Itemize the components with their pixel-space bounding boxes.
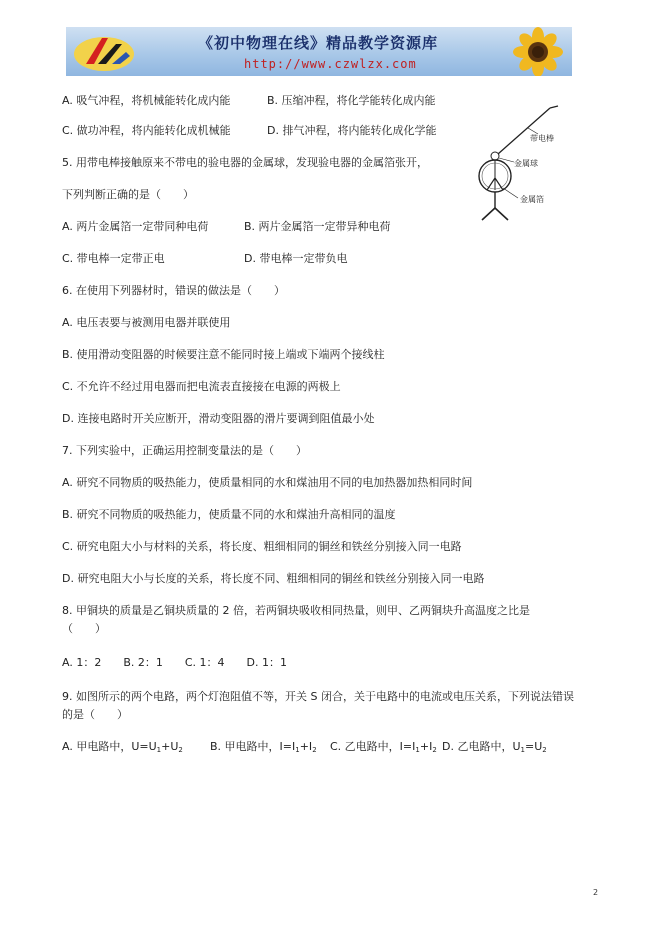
q4-option-d: D. 排气冲程，将内能转化成化学能 — [267, 124, 437, 137]
charged-rod — [498, 108, 550, 154]
q5-option-row-1 — [62, 220, 391, 234]
q7-option-d: D. 研究电阻大小与长度的关系，将长度不同、粗细相同的铜丝和铁丝分别接入同一电路 — [62, 572, 485, 585]
q9-option-a: A. 甲电路中，$U=U_1+U_2$ — [62, 740, 183, 754]
q5-stem-line-2: 下列判断正确的是（ ） — [62, 188, 194, 201]
q4-option-b: B. 压缩冲程，将化学能转化成内能 — [267, 94, 436, 107]
electroscope-stand — [482, 208, 508, 220]
metal-ball — [491, 152, 499, 160]
q4-option-c: C. 做功冲程，将内能转化成机械能 — [62, 124, 231, 137]
q7-option-a: A. 研究不同物质的吸热能力，使质量相同的水和煤油用不同的电加热器加热相同时间 — [62, 476, 473, 489]
q4-option-row-2 — [62, 124, 437, 138]
electroscope-figure — [470, 104, 580, 224]
banner-title: 《初中物理在线》精品教学资源库 — [198, 34, 439, 52]
q5-option-row-2 — [62, 252, 348, 266]
banner-url: http://www.czwlzx.com — [244, 57, 417, 71]
q6-option-d: D. 连接电路时开关应断开，滑动变阻器的滑片要调到阻值最小处 — [62, 412, 375, 425]
site-logo-icon — [72, 30, 136, 74]
label-charged-rod: 带电棒 — [530, 134, 554, 143]
q4-option-a: A. 吸气冲程，将机械能转化成内能 — [62, 94, 231, 107]
q8-stem-line-2: （ ） — [62, 622, 106, 635]
label-metal-ball: 金属球 — [514, 159, 538, 168]
q5-option-c: C. 带电棒一定带正电 — [62, 252, 165, 265]
q6-option-b: B. 使用滑动变阻器的时候要注意不能同时接上端或下端两个接线柱 — [62, 348, 385, 361]
q6-option-a: A. 电压表要与被测用电器并联使用 — [62, 316, 231, 329]
q7-option-b: B. 研究不同物质的吸热能力，使质量不同的水和煤油升高相同的温度 — [62, 508, 396, 521]
q7-stem: 7. 下列实验中，正确运用控制变量法的是（ ） — [62, 444, 307, 457]
page-number: 2 — [593, 888, 599, 897]
q8-options: A. 1：2 B. 2：1 C. 1：4 D. 1：1 — [62, 656, 287, 669]
q6-option-c: C. 不允许不经过用电器而把电流表直接接在电源的两极上 — [62, 380, 341, 393]
q9-options — [62, 740, 547, 754]
q6-stem: 6. 在使用下列器材时，错误的做法是（ ） — [62, 284, 285, 297]
label-metal-foil: 金属箔 — [520, 195, 544, 204]
q5-option-d: D. 带电棒一定带负电 — [244, 252, 348, 265]
q9-option-d: D. 乙电路中，$U_1=U_2$ — [442, 740, 547, 754]
q4-option-row-1 — [62, 94, 436, 108]
q5-option-b: B. 两片金属箔一定带异种电荷 — [244, 220, 391, 233]
q9-stem-line-2: 的是（ ） — [62, 708, 128, 721]
q8-stem-line-1: 8. 甲铜块的质量是乙铜块质量的 2 倍，若两铜块吸收相同热量，则甲、乙两铜块升高温度之比是 — [62, 604, 530, 617]
sunflower-icon — [496, 27, 572, 76]
q9-stem-line-1: 9. 如图所示的两个电路，两个灯泡阻值不等，开关 S 闭合，关于电路中的电流或电压关系，下列说法错误 — [62, 690, 574, 703]
q7-option-c: C. 研究电阻大小与材料的关系，将长度、粗细相同的铜丝和铁丝分别接入同一电路 — [62, 540, 462, 553]
q9-option-c: C. 乙电路中，$I=I_1+I_2$ — [330, 740, 437, 754]
q5-stem-line-1: 5. 用带电棒接触原来不带电的验电器的金属球，发现验电器的金属箔张开， — [62, 156, 428, 169]
q5-option-a: A. 两片金属箔一定带同种电荷 — [62, 220, 209, 233]
header-banner — [66, 27, 572, 76]
q9-option-b: B. 甲电路中，$I=I_1+I_2$ — [210, 740, 317, 754]
